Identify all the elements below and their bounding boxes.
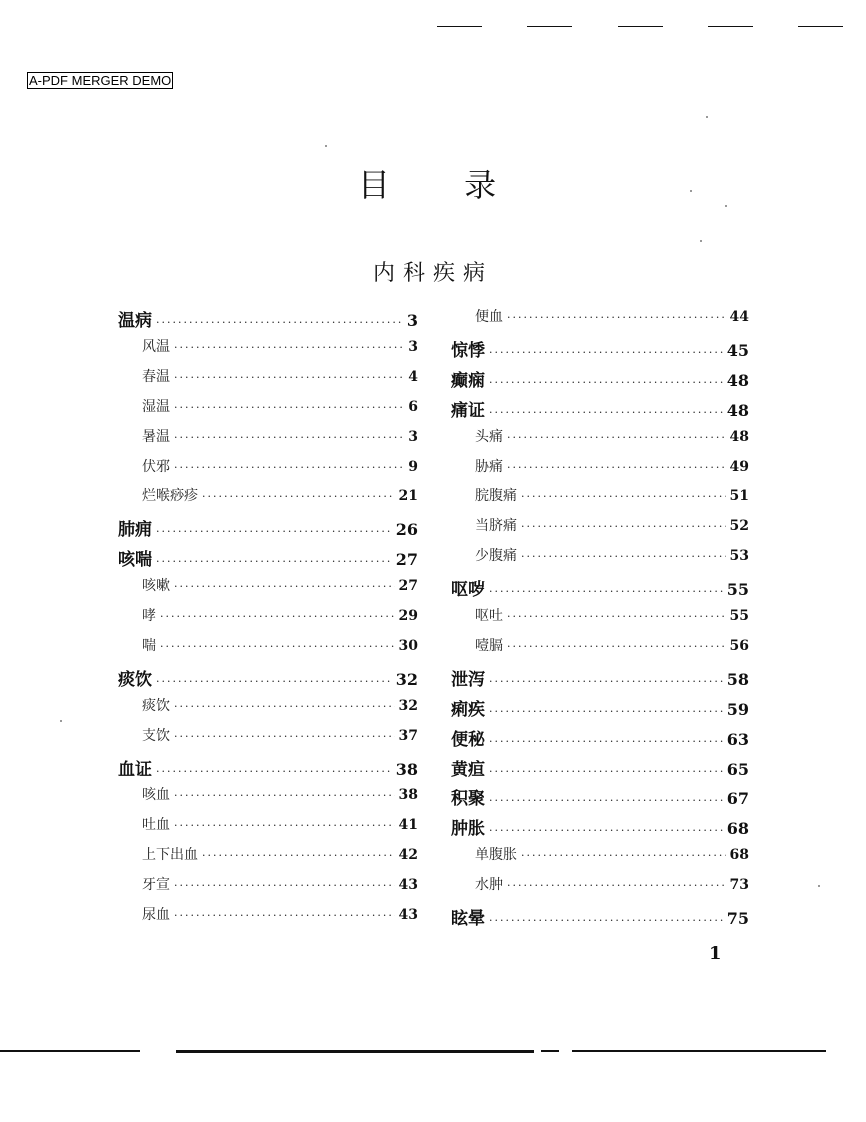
toc-entry-page: 9 (408, 458, 418, 475)
toc-entry[interactable] (118, 485, 418, 509)
toc-entry-label: 烂喉痧疹 (142, 488, 198, 505)
toc-entry-label: 春温 (142, 368, 170, 385)
toc-entry-page: 73 (729, 877, 749, 894)
dot-leader (507, 640, 726, 653)
toc-entry[interactable] (451, 336, 749, 360)
toc-entry[interactable] (451, 635, 749, 659)
toc-entry-label: 咳嗽 (142, 578, 170, 595)
dot-leader (489, 675, 723, 688)
dot-leader (174, 700, 395, 713)
toc-entry[interactable] (451, 874, 749, 898)
toc-entry-label: 温病 (118, 311, 152, 331)
toc-entry-label: 湿温 (142, 398, 170, 415)
toc-entry-label: 痰饮 (118, 669, 152, 690)
dot-leader (174, 909, 395, 922)
toc-entry[interactable] (118, 515, 418, 539)
section-title: 内科疾病 (372, 261, 493, 286)
dot-leader (507, 610, 726, 623)
top-rule (437, 26, 482, 27)
toc-entry-page: 42 (398, 847, 418, 864)
dot-leader (174, 879, 395, 892)
dot-leader (160, 610, 395, 623)
toc-entry-label: 眩晕 (451, 909, 485, 929)
toc-entry-page: 75 (726, 909, 749, 928)
toc-entry-page: 4 (408, 368, 418, 385)
toc-entry-page: 68 (729, 847, 749, 864)
top-rule (708, 26, 753, 27)
toc-entry[interactable] (451, 904, 749, 928)
bottom-rule (0, 1050, 140, 1052)
toc-entry-page: 26 (395, 520, 418, 540)
toc-entry-page: 44 (729, 309, 749, 325)
toc-entry[interactable] (118, 396, 418, 420)
scan-speck (325, 145, 327, 147)
toc-entry-page: 6 (408, 398, 418, 415)
toc-entry-label: 泄泻 (451, 669, 485, 690)
dot-leader (174, 580, 395, 593)
toc-entry-label: 上下出血 (142, 847, 198, 864)
scan-speck (818, 885, 820, 887)
toc-entry-label: 便秘 (451, 729, 485, 750)
toc-entry-page: 32 (395, 669, 418, 689)
dot-leader (489, 735, 723, 748)
toc-entry[interactable] (118, 844, 418, 868)
toc-entry-label: 痰饮 (142, 697, 170, 714)
toc-entry-label: 少腹痛 (475, 548, 517, 565)
toc-entry[interactable] (118, 635, 418, 659)
toc-entry-page: 29 (398, 608, 418, 624)
toc-entry-page: 67 (726, 789, 749, 809)
dot-leader (202, 490, 395, 503)
toc-entry-label: 水肿 (475, 877, 503, 894)
dot-leader (174, 789, 395, 802)
toc-entry-label: 伏邪 (142, 458, 170, 475)
toc-entry[interactable] (118, 366, 418, 390)
toc-entry-page: 55 (726, 580, 749, 600)
toc-entry-page: 43 (398, 877, 418, 894)
scan-speck (60, 720, 62, 722)
dot-leader (507, 311, 726, 324)
dot-leader (174, 341, 404, 354)
toc-entry-page: 49 (729, 458, 749, 475)
dot-leader (174, 431, 404, 444)
bottom-rule (572, 1050, 826, 1052)
toc-entry[interactable] (451, 605, 749, 629)
scan-speck (690, 190, 692, 192)
toc-entry-label: 牙宣 (142, 877, 170, 894)
toc-entry-page: 38 (398, 787, 418, 804)
toc-entry-page: 58 (726, 669, 749, 689)
dot-leader (202, 849, 395, 862)
toc-entry-page: 52 (729, 518, 749, 535)
toc-entry[interactable] (451, 545, 749, 569)
dot-leader (156, 316, 403, 329)
toc-entry-page: 45 (726, 340, 749, 360)
page-number: 1 (709, 943, 722, 964)
toc-entry-page: 37 (398, 727, 418, 744)
toc-entry-label: 肺痈 (118, 520, 152, 541)
toc-entry-label: 肿胀 (451, 819, 485, 840)
dot-leader (489, 914, 723, 927)
dot-leader (174, 461, 404, 474)
demo-watermark-label: A-PDF MERGER DEMO (29, 73, 172, 88)
toc-entry-label: 血证 (118, 759, 152, 780)
toc-entry[interactable] (451, 784, 749, 808)
toc-entry-page: 32 (398, 697, 418, 714)
toc-entry[interactable] (451, 456, 749, 480)
dot-leader (174, 730, 395, 743)
dot-leader (160, 640, 395, 653)
toc-entry[interactable] (451, 725, 749, 749)
toc-entry[interactable] (451, 665, 749, 689)
toc-entry-label: 便血 (475, 309, 503, 325)
toc-entry[interactable] (451, 755, 749, 779)
toc-entry-page: 38 (395, 759, 418, 779)
toc-entry[interactable] (451, 306, 749, 330)
toc-entry-label: 喘 (142, 637, 156, 654)
toc-entry[interactable] (118, 545, 418, 569)
bottom-rule (541, 1050, 559, 1052)
dot-leader (489, 824, 723, 837)
toc-entry[interactable] (118, 456, 418, 480)
dot-leader (521, 490, 726, 503)
toc-entry-label: 脘腹痛 (475, 488, 517, 505)
toc-entry[interactable] (451, 575, 749, 599)
toc-entry-page: 41 (398, 817, 418, 834)
dot-leader (489, 346, 723, 359)
toc-entry-label: 哮 (142, 608, 156, 624)
toc-entry-page: 68 (726, 819, 749, 839)
toc-entry[interactable] (118, 336, 418, 360)
dot-leader (156, 765, 392, 778)
top-rule (798, 26, 843, 27)
toc-entry[interactable] (118, 874, 418, 898)
top-rule (527, 26, 572, 27)
dot-leader (489, 794, 723, 807)
toc-entry-page: 63 (726, 729, 749, 749)
toc-entry-page: 51 (729, 488, 749, 505)
toc-entry-label: 痢疾 (451, 699, 485, 720)
toc-entry-label: 暑温 (142, 428, 170, 445)
toc-entry[interactable] (451, 814, 749, 838)
toc-entry[interactable] (118, 725, 418, 749)
toc-entry-page: 30 (398, 637, 418, 654)
toc-entry-label: 头痛 (475, 428, 503, 445)
toc-entry[interactable] (118, 904, 418, 928)
toc-entry-label: 呕哕 (451, 580, 485, 601)
scan-speck (706, 116, 708, 118)
toc-entry[interactable] (451, 396, 749, 420)
toc-entry-label: 尿血 (142, 907, 170, 923)
toc-entry[interactable] (118, 426, 418, 450)
scan-speck (725, 205, 727, 207)
scan-speck (700, 240, 702, 242)
toc-entry[interactable] (118, 755, 418, 779)
toc-entry-label: 吐血 (142, 817, 170, 834)
toc-entry-label: 单腹胀 (475, 847, 517, 864)
dot-leader (507, 431, 726, 444)
toc-entry[interactable] (451, 366, 749, 390)
toc-entry-label: 痛证 (451, 400, 485, 421)
toc-entry[interactable] (451, 695, 749, 719)
toc-entry[interactable] (118, 784, 418, 808)
dot-leader (174, 371, 404, 384)
toc-entry-page: 65 (726, 759, 749, 779)
toc-entry-label: 呕吐 (475, 608, 503, 624)
toc-entry-label: 噎膈 (475, 637, 503, 654)
dot-leader (156, 555, 392, 568)
toc-entry-page: 21 (398, 488, 418, 505)
dot-leader (174, 401, 404, 414)
toc-entry-page: 59 (726, 699, 749, 719)
toc-entry-label: 积聚 (451, 789, 485, 810)
page-title: 目 录 (357, 166, 529, 204)
toc-entry[interactable] (118, 605, 418, 629)
toc-entry[interactable] (118, 665, 418, 689)
dot-leader (489, 585, 723, 598)
toc-entry[interactable] (451, 515, 749, 539)
dot-leader (489, 705, 723, 718)
top-rule (618, 26, 663, 27)
dot-leader (507, 461, 726, 474)
toc-entry-page: 43 (398, 907, 418, 923)
toc-entry-label: 黄疸 (451, 759, 485, 780)
dot-leader (489, 376, 723, 389)
toc-entry[interactable] (451, 485, 749, 509)
toc-entry[interactable] (118, 306, 418, 330)
toc-entry-page: 48 (726, 370, 749, 390)
dot-leader (156, 525, 392, 538)
bottom-rule (176, 1050, 534, 1053)
dot-leader (174, 819, 395, 832)
toc-entry-label: 风温 (142, 338, 170, 355)
toc-entry-page: 56 (729, 637, 749, 654)
dot-leader (507, 879, 726, 892)
toc-entry-page: 3 (408, 428, 418, 445)
toc-entry[interactable] (451, 844, 749, 868)
toc-entry-page: 27 (395, 550, 418, 570)
toc-entry-page: 3 (406, 311, 418, 330)
toc-entry[interactable] (118, 695, 418, 719)
toc-entry-page: 27 (398, 578, 418, 595)
toc-entry[interactable] (118, 575, 418, 599)
dot-leader (521, 849, 726, 862)
toc-entry-page: 48 (729, 428, 749, 445)
toc-entry[interactable] (451, 426, 749, 450)
toc-entry-label: 胁痛 (475, 458, 503, 475)
toc-entry-page: 48 (726, 400, 749, 420)
toc-entry-label: 咳喘 (118, 550, 152, 571)
dot-leader (489, 406, 723, 419)
dot-leader (521, 520, 726, 533)
toc-entry-label: 咳血 (142, 787, 170, 804)
toc-entry-label: 惊悸 (451, 340, 485, 361)
toc-entry-label: 癫痫 (451, 370, 485, 391)
dot-leader (521, 550, 726, 563)
toc-entry-page: 3 (408, 338, 418, 355)
toc-entry[interactable] (118, 814, 418, 838)
dot-leader (156, 675, 392, 688)
toc-entry-page: 53 (729, 548, 749, 565)
toc-entry-label: 当脐痛 (475, 518, 517, 535)
toc-entry-label: 支饮 (142, 727, 170, 744)
dot-leader (489, 765, 723, 778)
toc-entry-page: 55 (729, 608, 749, 624)
